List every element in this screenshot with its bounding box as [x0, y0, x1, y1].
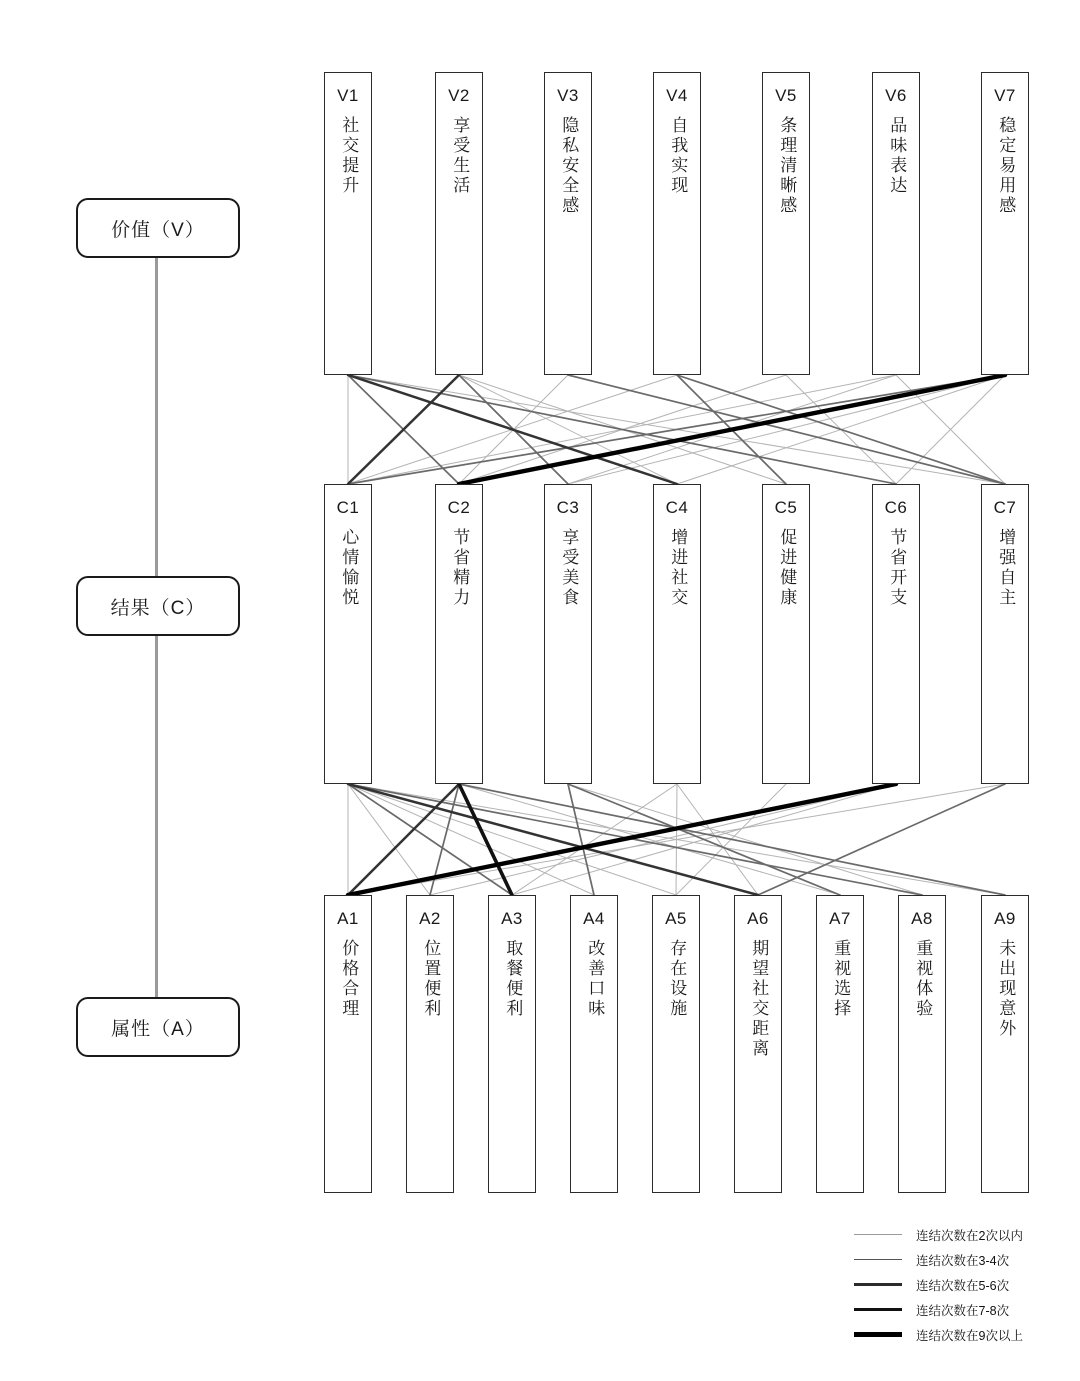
- node-a2[interactable]: [406, 895, 454, 1193]
- node-a8-code: A8: [911, 909, 933, 928]
- level-label-consequence-text: 结果（C）: [110, 597, 206, 619]
- legend-row: [852, 1322, 1023, 1347]
- node-v3[interactable]: [544, 72, 592, 375]
- node-v6[interactable]: [872, 72, 920, 375]
- node-v1-label: 社交提升: [339, 116, 359, 196]
- node-v7-code: V7: [994, 86, 1016, 105]
- level-label-attribute: [76, 997, 240, 1057]
- node-v6-code: V6: [885, 86, 907, 105]
- node-a4-code: A4: [583, 909, 605, 928]
- node-c5-label: 促进健康: [777, 528, 797, 608]
- node-v2[interactable]: [435, 72, 483, 375]
- legend-line-icon: [852, 1283, 904, 1285]
- legend-label: 连结次数在7-8次: [916, 1303, 1010, 1318]
- node-a8-label: 重视体验: [913, 939, 933, 1019]
- node-v1[interactable]: [324, 72, 372, 375]
- legend-row: [852, 1247, 1023, 1272]
- node-v7[interactable]: [981, 72, 1029, 375]
- legend-label: 连结次数在9次以上: [916, 1328, 1023, 1343]
- legend-line-icon: [852, 1234, 904, 1235]
- node-v3-label: 隐私安全感: [559, 116, 579, 216]
- node-a2-code: A2: [419, 909, 441, 928]
- node-v3-code: V3: [557, 86, 579, 105]
- legend-label: 连结次数在3-4次: [916, 1253, 1010, 1268]
- level-label-value-text: 价值（V）: [111, 219, 205, 241]
- legend-row: [852, 1222, 1023, 1247]
- node-a9-label: 未出现意外: [996, 939, 1016, 1039]
- node-a3[interactable]: [488, 895, 536, 1193]
- node-a6-code: A6: [747, 909, 769, 928]
- node-a5[interactable]: [652, 895, 700, 1193]
- node-v6-label: 品味表达: [887, 116, 907, 196]
- node-c7-code: C7: [993, 498, 1017, 517]
- node-v5[interactable]: [762, 72, 810, 375]
- legend-line-icon: [852, 1259, 904, 1261]
- legend-label: 连结次数在2次以内: [916, 1228, 1023, 1243]
- node-v1-code: V1: [337, 86, 359, 105]
- node-c3-label: 享受美食: [559, 528, 579, 608]
- node-a8[interactable]: [898, 895, 946, 1193]
- node-c3[interactable]: [544, 484, 592, 784]
- node-c1-label: 心情愉悦: [339, 528, 359, 608]
- node-a9-code: A9: [994, 909, 1016, 928]
- legend-row: [852, 1272, 1023, 1297]
- legend-line-icon: [852, 1308, 904, 1311]
- node-c1-code: C1: [336, 498, 360, 517]
- level-label-value: [76, 198, 240, 258]
- node-a2-label: 位置便利: [421, 939, 441, 1019]
- node-c4-label: 增进社交: [668, 528, 688, 608]
- node-a4[interactable]: [570, 895, 618, 1193]
- node-a7[interactable]: [816, 895, 864, 1193]
- node-a9[interactable]: [981, 895, 1029, 1193]
- legend-row: [852, 1297, 1023, 1322]
- node-a1-code: A1: [337, 909, 359, 928]
- level-label-consequence: [76, 576, 240, 636]
- legend-line-icon: [852, 1332, 904, 1337]
- node-v5-code: V5: [775, 86, 797, 105]
- node-a3-label: 取餐便利: [503, 939, 523, 1019]
- node-a7-code: A7: [829, 909, 851, 928]
- node-v7-label: 稳定易用感: [996, 116, 1016, 216]
- node-a7-label: 重视选择: [831, 939, 851, 1019]
- node-c6-code: C6: [884, 498, 908, 517]
- node-a1[interactable]: [324, 895, 372, 1193]
- node-c2-label: 节省精力: [450, 528, 470, 608]
- node-c2[interactable]: [435, 484, 483, 784]
- node-v2-code: V2: [448, 86, 470, 105]
- legend-label: 连结次数在5-6次: [916, 1278, 1010, 1293]
- node-a1-label: 价格合理: [339, 939, 359, 1019]
- level-label-attribute-text: 属性（A）: [111, 1018, 205, 1040]
- node-a6-label: 期望社交距离: [749, 939, 769, 1059]
- node-v4-label: 自我实现: [668, 116, 688, 196]
- node-c7[interactable]: [981, 484, 1029, 784]
- legend: [852, 1222, 1023, 1347]
- node-v4-code: V4: [666, 86, 688, 105]
- node-v5-label: 条理清晰感: [777, 116, 797, 216]
- node-a6[interactable]: [734, 895, 782, 1193]
- node-c6[interactable]: [872, 484, 920, 784]
- node-c5[interactable]: [762, 484, 810, 784]
- node-c3-code: C3: [556, 498, 580, 517]
- node-c4[interactable]: [653, 484, 701, 784]
- node-a3-code: A3: [501, 909, 523, 928]
- node-c1[interactable]: [324, 484, 372, 784]
- node-a4-label: 改善口味: [585, 939, 605, 1019]
- node-c4-code: C4: [665, 498, 689, 517]
- node-v4[interactable]: [653, 72, 701, 375]
- node-v2-label: 享受生活: [450, 116, 470, 196]
- node-c2-code: C2: [447, 498, 471, 517]
- node-c5-code: C5: [774, 498, 798, 517]
- node-a5-label: 存在设施: [667, 939, 687, 1019]
- node-a5-code: A5: [665, 909, 687, 928]
- node-c6-label: 节省开支: [887, 528, 907, 608]
- node-c7-label: 增强自主: [996, 528, 1016, 608]
